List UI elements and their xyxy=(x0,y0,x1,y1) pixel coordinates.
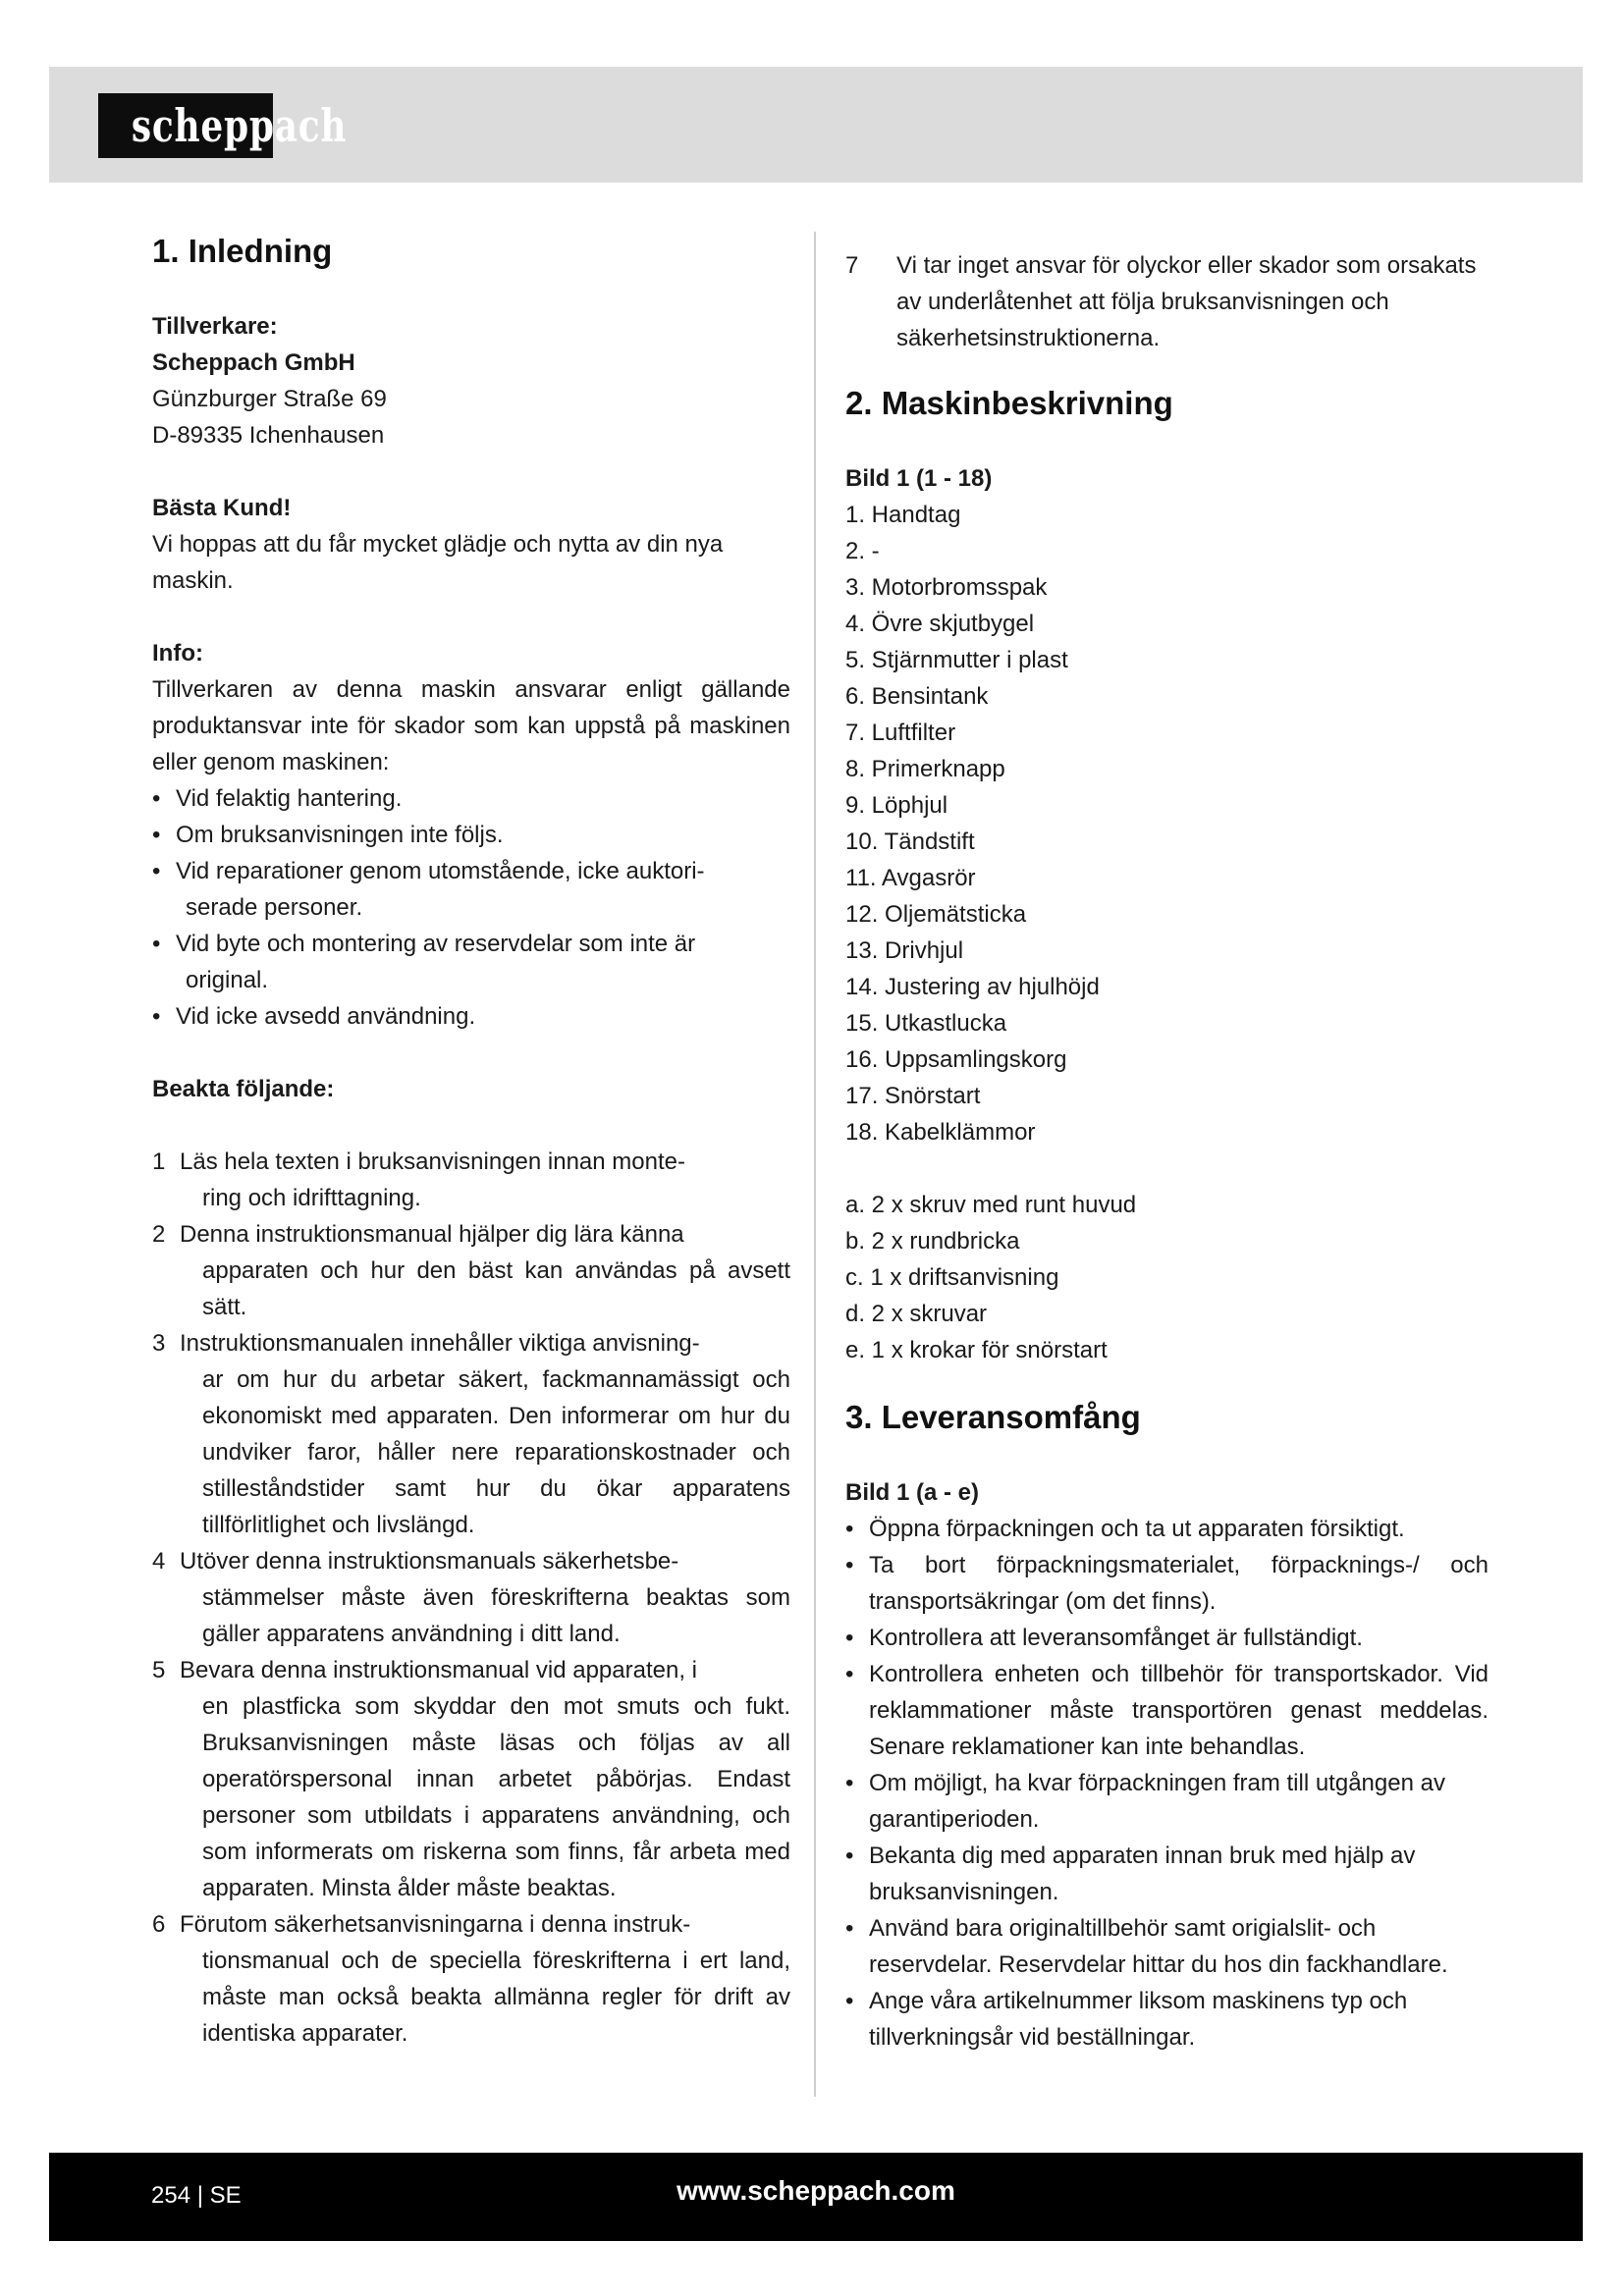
list-item: 15. Utkastlucka xyxy=(845,1010,1007,1037)
scheppach-logo: scheppach xyxy=(98,93,273,158)
company-name: Scheppach GmbH xyxy=(152,349,355,376)
section-2-title: 2. Maskinbeskrivning xyxy=(845,385,1173,421)
info-text: Tillverkaren av denna maskin ansvarar enligt gällande produktansvar inte för skador som kan uppstå på maskinen eller genom maskinen: xyxy=(152,676,790,775)
info-bullet: • Om bruksanvisningen inte följs. xyxy=(152,822,504,848)
list-item: 13. Drivhjul xyxy=(845,937,964,964)
delivery-bullet: • Kontrollera att leveransomfånget är fullständigt. xyxy=(845,1625,1363,1651)
list-item: 14. Justering av hjulhöjd xyxy=(845,974,1100,1000)
list-item: 11. Avgasrör xyxy=(845,865,976,891)
left-column xyxy=(152,232,790,2052)
info-bullet: • Vid icke avsedd användning. xyxy=(152,1003,476,1030)
list-item: c. 1 x driftsanvisning xyxy=(845,1264,1059,1291)
note-item: 2 Denna instruktionsmanual hjälper dig lära känna apparaten och hur den bäst kan användas på avsett sätt. xyxy=(152,1221,790,1320)
list-item: 4. Övre skjutbygel xyxy=(845,611,1035,637)
column-divider xyxy=(814,232,816,2097)
info-bullet: • Vid byte och montering av reservdelar som inte är xyxy=(152,931,696,957)
dear-customer-label: Bästa Kund! xyxy=(152,495,292,521)
page-number: 254 | SE xyxy=(151,2182,242,2209)
list-item: d. 2 x skruvar xyxy=(845,1301,988,1327)
delivery-bullet: • Kontrollera enheten och tillbehör för transportskador. Vid reklammationer måste transportören genast meddelas. Senare reklamationer kan inte behandlas. xyxy=(845,1661,1489,1760)
delivery-bullet: • Bekanta dig med apparaten innan bruk med hjälp av bruksanvisningen. xyxy=(845,1842,1416,1905)
note-item: 3 Instruktionsmanualen innehåller viktiga anvisning- ar om hur du arbetar säkert, fackmannamässigt och ekonomiskt med apparaten. Den informerar om hur du undviker faror, håller nere reparationskostnader och stilleståndstider samt hur du ökar apparatens tillförlitlighet och livslängd. xyxy=(152,1330,790,1538)
delivery-bullet: • Ta bort förpackningsmaterialet, förpacknings-/ och transportsäkringar (om det finns). xyxy=(845,1552,1489,1615)
delivery-bullet: • Öppna förpackningen och ta ut apparaten försiktigt. xyxy=(845,1516,1405,1542)
list-item: 6. Bensintank xyxy=(845,683,989,710)
list-item: b. 2 x rundbricka xyxy=(845,1228,1020,1255)
note-item-7: 7 Vi tar inget ansvar för olyckor eller skador som orsakats av underlåtenhet att följa bruksanvisningen och säkerhetsinstruktionerna. xyxy=(845,252,1477,351)
list-item: 8. Primerknapp xyxy=(845,756,1005,782)
note-item: 5 Bevara denna instruktionsmanual vid apparaten, i en plastficka som skyddar den mot smuts och fukt. Bruksanvisningen måste läsas och följas av all operatörspersonal innan arbetet påbörjas. Endast personer som utbildats i apparatens användning, och som informerats om riskerna som finns, får arbeta med apparaten. Minsta ålder måste beaktas. xyxy=(152,1657,790,1901)
delivery-bullet: • Ange våra artikelnummer liksom maskinens typ och tillverkningsår vid beställningar. xyxy=(845,1988,1408,2051)
note-item: 1 Läs hela texten i bruksanvisningen innan monte- ring och idrifttagning. xyxy=(152,1148,685,1211)
delivery-list xyxy=(845,1511,1489,2056)
section-1-title: 1. Inledning xyxy=(152,233,333,269)
dear-customer-text: Vi hoppas att du får mycket glädje och nytta av din nya maskin. xyxy=(152,531,724,594)
list-item: 5. Stjärnmutter i plast xyxy=(845,647,1068,673)
parts-list xyxy=(845,497,1489,1150)
list-item: 3. Motorbromsspak xyxy=(845,574,1048,601)
list-item: e. 1 x krokar för snörstart xyxy=(845,1337,1108,1363)
note-item: 4 Utöver denna instruktionsmanuals säkerhetsbe- stämmelser måste även föreskrifterna beaktas som gäller apparatens användning i ditt land. xyxy=(152,1548,790,1647)
list-item: 9. Löphjul xyxy=(845,792,948,819)
figure-1-label: Bild 1 (1 - 18) xyxy=(845,465,993,492)
info-bullet: • Vid reparationer genom utomstående, icke auktori- xyxy=(152,858,705,884)
list-item: 17. Snörstart xyxy=(845,1083,981,1109)
company-street: Günzburger Straße 69 xyxy=(152,386,387,412)
section-3-title: 3. Leveransomfång xyxy=(845,1399,1141,1435)
list-item: 18. Kabelklämmor xyxy=(845,1119,1036,1146)
figure-2-label: Bild 1 (a - e) xyxy=(845,1479,980,1506)
note-label: Beakta följande: xyxy=(152,1076,335,1102)
company-city: D-89335 Ichenhausen xyxy=(152,422,385,449)
header-bar xyxy=(49,67,1583,183)
info-bullet-cont: original. xyxy=(186,967,269,993)
manufacturer-label: Tillverkare: xyxy=(152,313,278,340)
info-bullet-cont: serade personer. xyxy=(186,894,363,921)
list-item: 16. Uppsamlingskorg xyxy=(845,1046,1067,1073)
info-bullet: • Vid felaktig hantering. xyxy=(152,785,403,812)
list-item: 2. - xyxy=(845,538,880,564)
footer-bar xyxy=(49,2153,1583,2241)
delivery-bullet: • Om möjligt, ha kvar förpackningen fram till utgången av garantiperioden. xyxy=(845,1770,1445,1833)
right-column xyxy=(845,232,1489,2056)
list-item: a. 2 x skruv med runt huvud xyxy=(845,1192,1137,1218)
list-item: 12. Oljemätsticka xyxy=(845,901,1027,928)
info-label: Info: xyxy=(152,640,203,667)
website-link[interactable]: www.scheppach.com xyxy=(677,2175,955,2206)
list-item: 1. Handtag xyxy=(845,502,961,528)
note-item: 6 Förutom säkerhetsanvisningarna i denna instruk- tionsmanual och de speciella föreskrifterna i ert land, måste man också beakta allmänna regler för drift av identiska apparater. xyxy=(152,1911,790,2047)
list-item: 7. Luftfilter xyxy=(845,720,956,746)
accessory-list xyxy=(845,1187,1489,1368)
delivery-bullet: • Använd bara originaltillbehör samt origialslit- och reservdelar. Reservdelar hittar du hos din fackhandlare. xyxy=(845,1915,1448,1978)
list-item: 10. Tändstift xyxy=(845,828,975,855)
